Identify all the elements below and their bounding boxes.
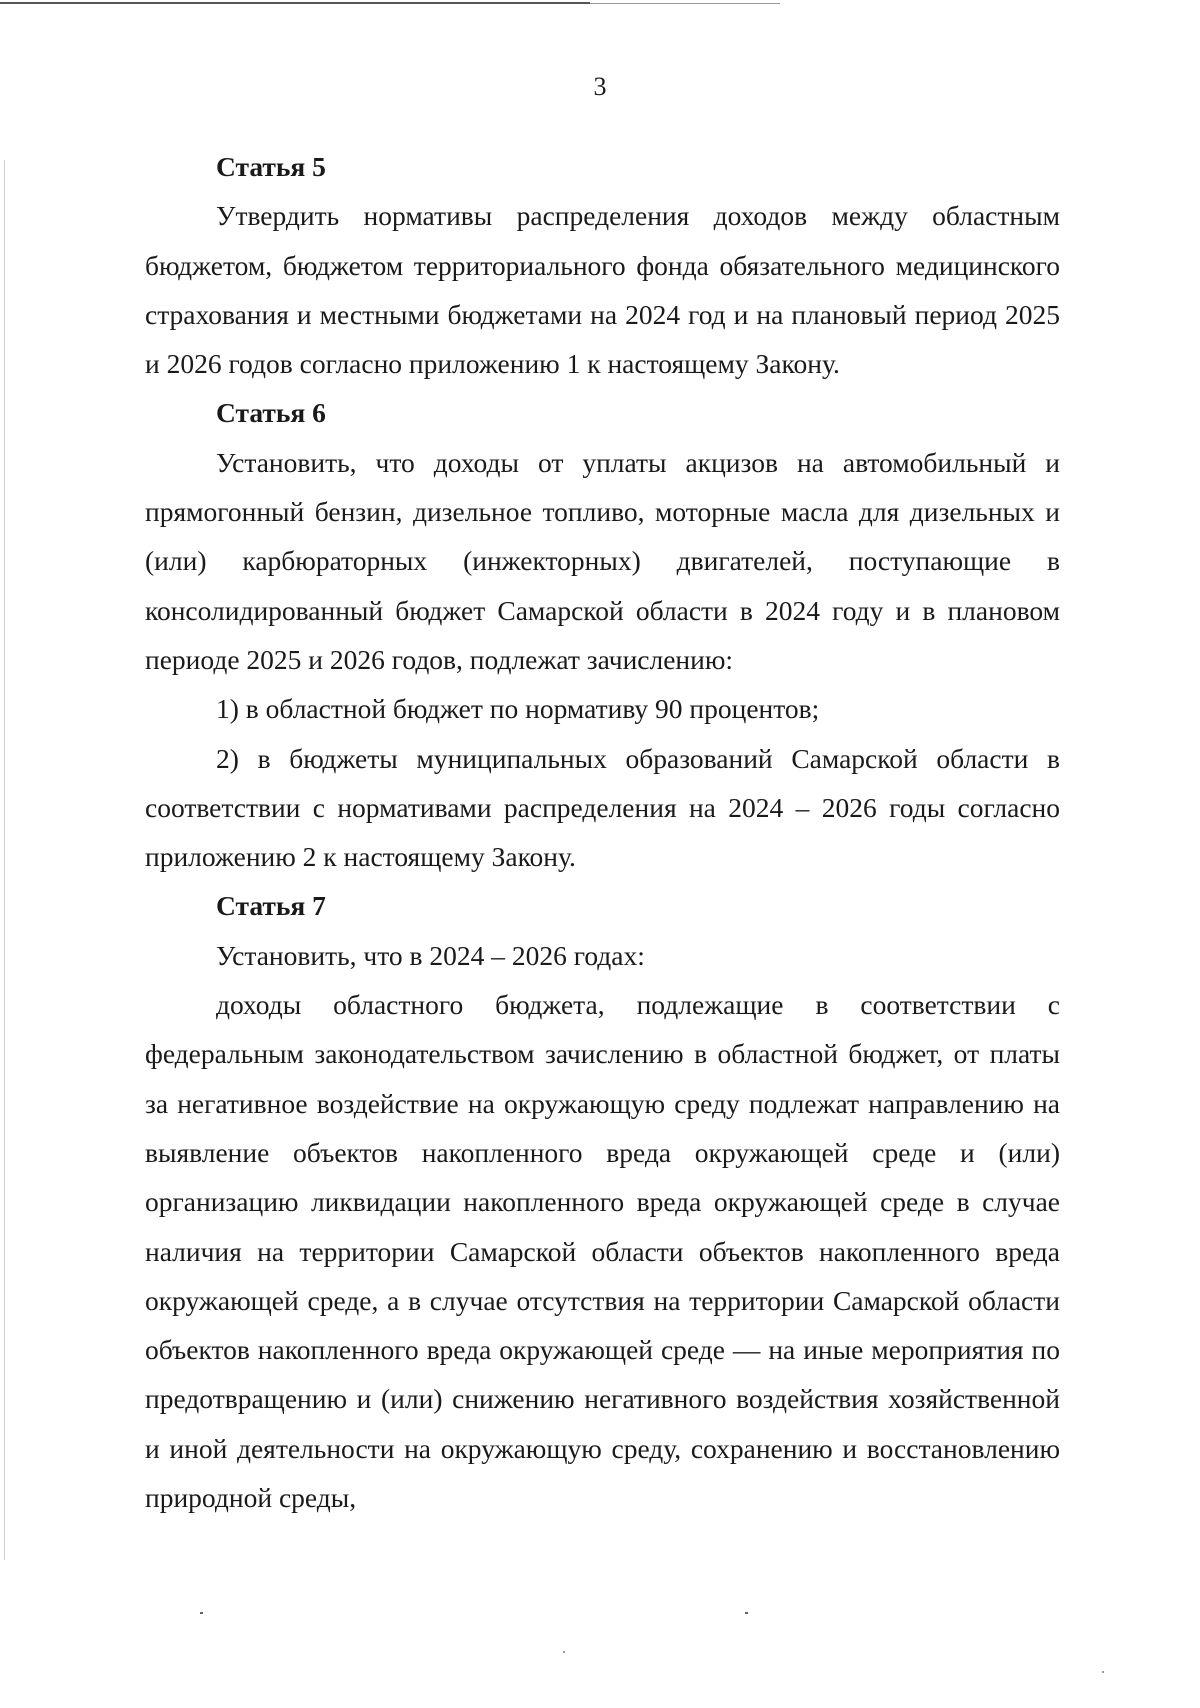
article-6-paragraph-1: Установить, что доходы от уплаты акцизов на автомобильный и прямогонный бензин, дизельное топливо, моторные масла для дизельных и (или) карбюраторных (инжекторных) двигателей, поступающие в консолидированный бюджет Самарской области в 2024 году и в плановом периоде 2025 и 2026 годов, подлежат зачислению: bbox=[145, 446, 1060, 675]
article-6-paragraph-2: 1) в областной бюджет по нормативу 90 процентов; bbox=[216, 693, 820, 725]
scan-edge-left bbox=[4, 160, 5, 1560]
article-6-heading: Статья 6 bbox=[216, 397, 326, 429]
article-7-paragraph-1: Установить, что в 2024 – 2026 годах: bbox=[216, 939, 645, 971]
document-body bbox=[145, 142, 1060, 1522]
article-7-heading: Статья 7 bbox=[216, 890, 326, 922]
scan-speck bbox=[200, 1612, 203, 1614]
scan-edge-top bbox=[0, 2, 590, 4]
article-6-paragraph-3: 2) в бюджеты муниципальных образований Самарской области в соответствии с нормативами распределения на 2024 – 2026 годы согласно приложению 2 к настоящему Закону. bbox=[145, 742, 1060, 873]
article-7-paragraph-2: доходы областного бюджета, подлежащие в соответствии с федеральным законодательством зачислению в областной бюджет, от платы за негативное воздействие на окружающую среду подлежат направлению на выявление объектов накопленного вреда окружающей среде и (или) организацию ликвидации накопленного вреда окружающей среде в случае наличия на территории Самарской области объектов накопленного вреда окружающей среде, а в случае отсутствия на территории Самарской области объектов накопленного вреда окружающей среде — на иные мероприятия по предотвращению и (или) снижению негативного воздействия хозяйственной и иной деятельности на окружающую среду, сохранению и восстановлению природной среды, bbox=[145, 989, 1060, 1514]
article-5-paragraph-1: Утвердить нормативы распределения доходов между областным бюджетом, бюджетом территориального фонда обязательного медицинского страхования и местными бюджетами на 2024 год и на плановый период 2025 и 2026 годов согласно приложению 1 к настоящему Закону. bbox=[145, 200, 1060, 380]
page-number: 3 bbox=[593, 72, 607, 101]
scan-edge-top-faint bbox=[590, 3, 780, 4]
article-5-heading: Статья 5 bbox=[216, 151, 326, 182]
scan-speck bbox=[563, 1651, 565, 1653]
scan-speck bbox=[745, 1612, 748, 1614]
scan-speck bbox=[1102, 1671, 1104, 1673]
